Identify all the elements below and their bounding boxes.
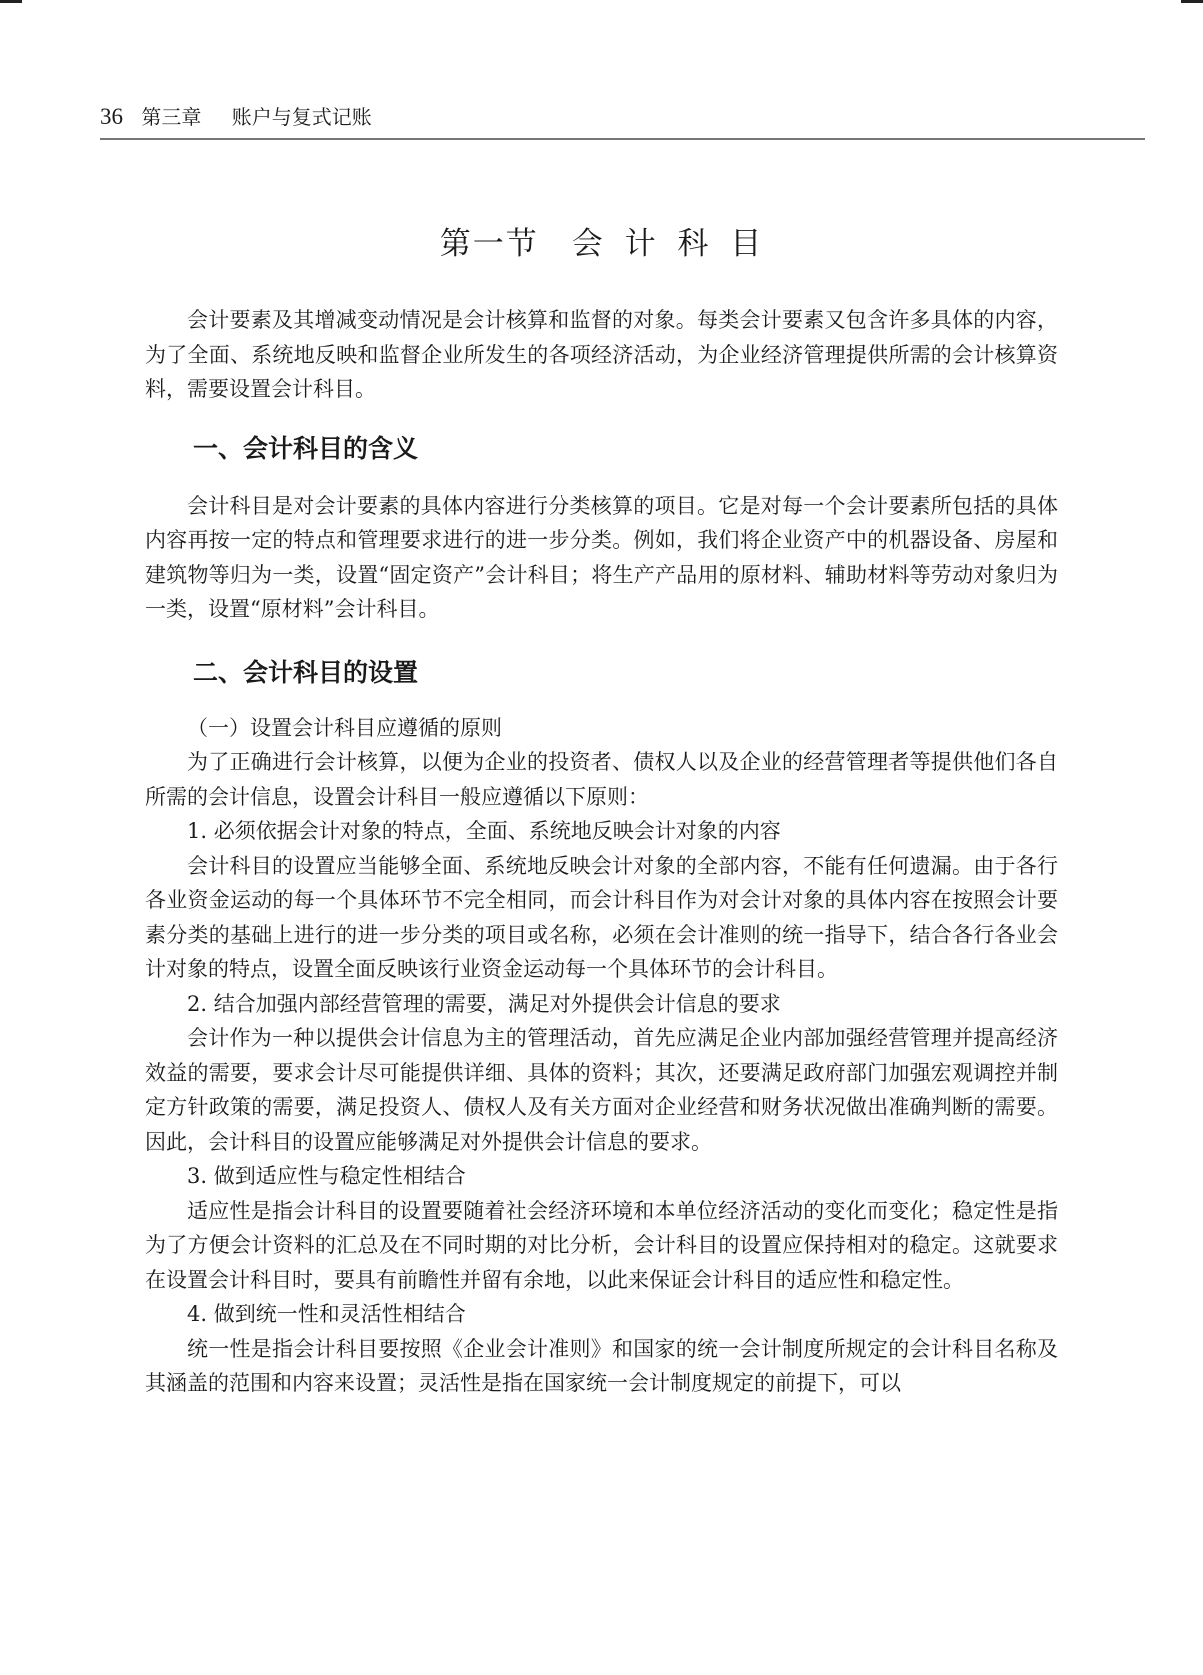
heading-setting: 二、会计科目的设置 — [193, 657, 419, 687]
running-header — [100, 104, 1145, 140]
principle-1-title: 1. 必须依据会计对象的特点，全面、系统地反映会计对象的内容 — [187, 819, 781, 843]
meaning-paragraph: 会计科目是对会计要素的具体内容进行分类核算的项目。它是对每一个会计要素所包括的具体内容再按一定的特点和管理要求进行的进一步分类。例如，我们将企业资产中的机器设备、房屋和建筑物等归为一类，设置“固定资产”会计科目；将生产产品用的原材料、辅助材料等劳动对象归为一类，设置“原材料”会计科目。 — [145, 493, 1058, 621]
principles-intro: 为了正确进行会计核算，以便为企业的投资者、债权人以及企业的经营管理者等提供他们各自所需的会计信息，设置会计科目一般应遵循以下原则： — [145, 750, 1058, 809]
chapter-label: 第三章 — [141, 105, 202, 129]
body-text — [145, 303, 1058, 1401]
crop-mark-right — [1181, 0, 1203, 15]
principle-2-title: 2. 结合加强内部经营管理的需要，满足对外提供会计信息的要求 — [187, 991, 781, 1016]
intro-paragraph: 会计要素及其增减变动情况是会计核算和监督的对象。每类会计要素又包含许多具体的内容，为了全面、系统地反映和监督企业所发生的各项经济活动，为企业经济管理提供所需的会计核算资料，需要设置会计科目。 — [145, 308, 1058, 401]
heading-meaning: 一、会计科目的含义 — [193, 433, 419, 463]
principle-4-title: 4. 做到统一性和灵活性相结合 — [187, 1302, 466, 1326]
chapter-title: 账户与复式记账 — [231, 105, 372, 129]
principle-4-text: 统一性是指会计科目要按照《企业会计准则》和国家的统一会计制度所规定的会计科目名称及其涵盖的范围和内容来设置；灵活性是指在国家统一会计制度规定的前提下，可以 — [145, 1336, 1058, 1395]
principle-2-text: 会计作为一种以提供会计信息为主的管理活动，首先应满足企业内部加强经营管理并提高经济效益的需要，要求会计尽可能提供详细、具体的资料；其次，还要满足政府部门加强宏观调控并制定方针政策的需要，满足投资人、债权人及有关方面对企业经营和财务状况做出准确判断的需要。因此，会计科目的设置应能够满足对外提供会计信息的要求。 — [145, 1026, 1058, 1154]
principles-subheading: （一）设置会计科目应遵循的原则 — [187, 715, 502, 740]
section-title: 第一节 会 计 科 目 — [439, 226, 764, 262]
crop-mark-left — [0, 0, 22, 15]
principle-3-text: 适应性是指会计科目的设置要随着社会经济环境和本单位经济活动的变化而变化；稳定性是指为了方便会计资料的汇总及在不同时期的对比分析，会计科目的设置应保持相对的稳定。这就要求在设置会计科目时，要具有前瞻性并留有余地，以此来保证会计科目的适应性和稳定性。 — [145, 1198, 1058, 1292]
principle-1-text: 会计科目的设置应当能够全面、系统地反映会计对象的全部内容，不能有任何遗漏。由于各行各业资金运动的每一个具体环节不完全相同，而会计科目作为对会计对象的具体内容在按照会计要素分类的基础上进行的进一步分类的项目或名称，必须在会计准则的统一指导下，结合各行各业会计对象的特点，设置全面反映该行业资金运动每一个具体环节的会计科目。 — [145, 853, 1058, 981]
page-number: 36 — [100, 104, 123, 129]
principle-3-title: 3. 做到适应性与稳定性相结合 — [187, 1164, 466, 1188]
